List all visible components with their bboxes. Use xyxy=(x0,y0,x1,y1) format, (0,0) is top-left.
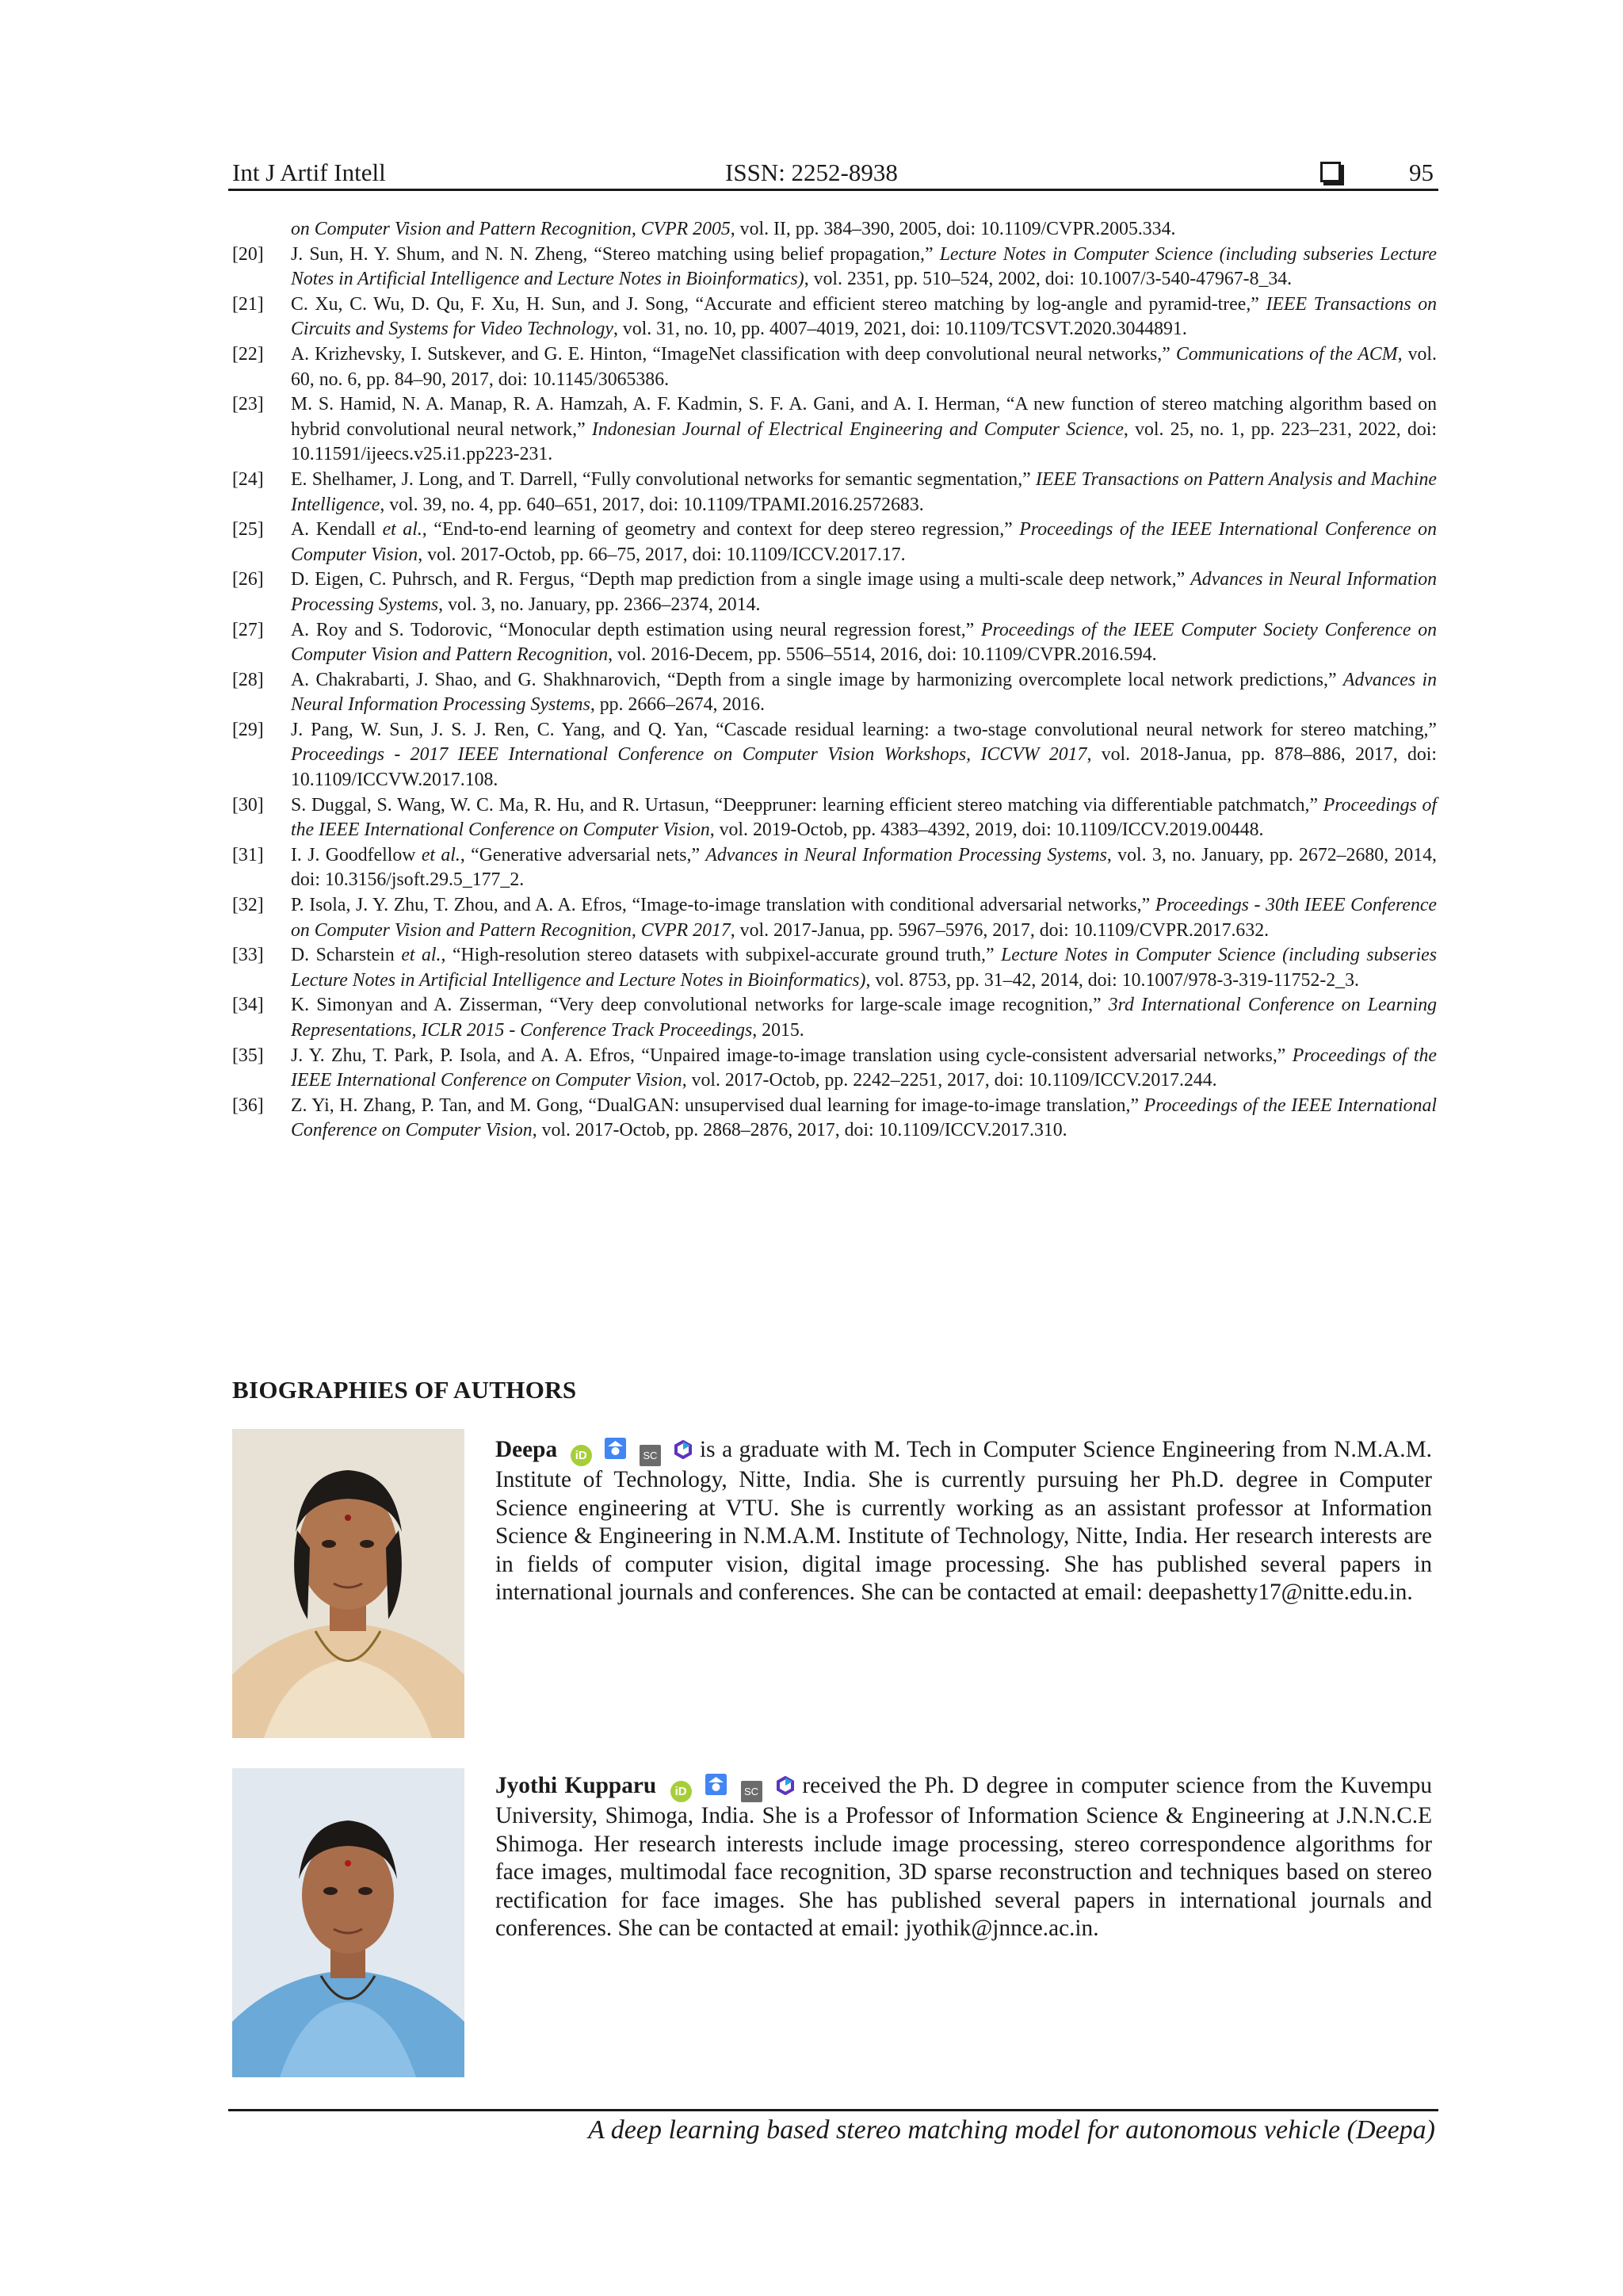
author-bio-text: is a graduate with M. Tech in Computer Science Engineering from N.M.A.M. Institute of Technology, Nitte, India. She is currently pursuing her Ph.D. degree in Computer Science engineering at VTU. She is currently working as an assistant professor at Information Science & Engineering in N.M.A.M. Institute of Technology, Nitte, India. Her research interests are in fields of computer vision, digital image processing. She has published several papers in international journals and conferences. She can be contacted at email: deepashetty17@nitte.edu.in. xyxy=(495,1437,1433,1606)
reference-text: A. Krizhevsky, I. Sutskever, and G. E. Hinton, “ImageNet classification with deep convolutional neural networks,” Communications of the ACM, vol. 60, no. 6, pp. 84–90, 2017, doi: 10.1145/3065386. xyxy=(291,343,1437,390)
scopus-icon[interactable]: SC xyxy=(741,1781,762,1802)
google-scholar-icon[interactable] xyxy=(705,1774,727,1795)
reference-list xyxy=(232,217,1437,1144)
reference-text: E. Shelhamer, J. Long, and T. Darrell, “Fully convolutional networks for semantic segmentation,” IEEE Transactions on Pattern Analysis and Machine Intelligence, vol. 39, no. 4, pp. 640–651, 2017, doi: 10.1109/TPAMI.2016.2572683. xyxy=(291,468,1437,515)
reference-item xyxy=(232,1094,1437,1144)
scopus-icon[interactable]: SC xyxy=(640,1445,661,1466)
web-of-science-icon[interactable] xyxy=(776,1775,795,1794)
reference-number: [29] xyxy=(232,719,264,740)
reference-number: [32] xyxy=(232,895,264,916)
reference-item xyxy=(232,468,1437,518)
author-bio-jyothi-kupparu xyxy=(495,1772,1432,1943)
reference-number: [20] xyxy=(232,243,264,265)
reference-text: K. Simonyan and A. Zisserman, “Very deep convolutional networks for large-scale image recognition,” 3rd International Conference on Learning Representations, ICLR 2015 - Conference Track Proceedings, 2015. xyxy=(291,995,1438,1041)
reference-text: C. Xu, C. Wu, D. Qu, F. Xu, H. Sun, and J. Song, “Accurate and efficient stereo matching by log-angle and pyramid-tree,” IEEE Transactions on Circuits and Systems for Video Technology, vol. 31, no. 10, pp. 4007–4019, 2021, doi: 10.1109/TCSVT.2020.3044891. xyxy=(291,293,1437,340)
reference-number: [31] xyxy=(232,844,264,865)
reference-item xyxy=(232,718,1437,793)
reference-text: D. Scharstein et al., “High-resolution stereo datasets with subpixel-accurate ground truth,” Lecture Notes in Computer Science (including subseries Lecture Notes in Artificial Intelligence and Lecture Notes in Bioinformatics), vol. 8753, pp. 31–42, 2014, doi: 10.1007/978-3-319-11752-2_3. xyxy=(291,945,1437,991)
reference-text: on Computer Vision and Pattern Recognition, CVPR 2005, vol. II, pp. 384–390, 2005, doi: 10.1109/CVPR.2005.334. xyxy=(291,219,1176,239)
reference-text: S. Duggal, S. Wang, W. C. Ma, R. Hu, and R. Urtasun, “Deeppruner: learning efficient stereo matching via differentiable patchmatch,” Proceedings of the IEEE International Conference on Computer Vision, vol. 2019-Octob, pp. 4383–4392, 2019, doi: 10.1109/ICCV.2019.00448. xyxy=(291,794,1437,841)
reference-item xyxy=(232,567,1437,617)
portrait-image xyxy=(232,1429,464,1738)
journal-name: Int J Artif Intell xyxy=(232,159,386,186)
reference-item xyxy=(232,243,1437,292)
reference-number: [28] xyxy=(232,669,264,690)
footer-rule xyxy=(228,2109,1438,2111)
reference-item xyxy=(232,1044,1437,1094)
page-number: 95 xyxy=(1409,159,1434,186)
reference-item xyxy=(232,342,1437,392)
reference-number: [27] xyxy=(232,619,264,640)
author-name: Jyothi Kupparu xyxy=(495,1773,657,1798)
reference-item xyxy=(232,843,1437,893)
reference-item xyxy=(232,668,1437,718)
reference-number: [34] xyxy=(232,995,264,1016)
reference-item xyxy=(232,893,1437,943)
reference-number: [24] xyxy=(232,468,264,490)
reference-item xyxy=(232,292,1437,342)
issn: ISSN: 2252-8938 xyxy=(725,159,898,186)
reference-text: I. J. Goodfellow et al., “Generative adversarial nets,” Advances in Neural Information Processing Systems, vol. 3, no. January, pp. 2672–2680, 2014, doi: 10.3156/jsoft.29.5_177_2. xyxy=(291,844,1437,891)
author-photo-deepa xyxy=(232,1429,464,1738)
reference-number: [35] xyxy=(232,1045,264,1066)
header-rule xyxy=(228,189,1438,191)
biographies-heading: BIOGRAPHIES OF AUTHORS xyxy=(232,1376,577,1404)
reference-number: [33] xyxy=(232,945,264,966)
author-bio-text: received the Ph. D degree in computer science from the Kuvempu University, Shimoga, India. She is a Professor of Information Science & Engineering at J.N.N.C.E Shimoga. Her research interests include image processing, stereo correspondence algorithms for face images, multimodal face recognition, 3D sparse reconstruction and techniques based on stereo rectification for face images. She has published several papers in international journals and conferences. She can be contacted at email: jyothik@jnnce.ac.in. xyxy=(495,1773,1433,1942)
author-name: Deepa xyxy=(495,1437,558,1462)
running-footer: A deep learning based stereo matching model for autonomous vehicle (Deepa) xyxy=(588,2115,1435,2145)
google-scholar-icon[interactable] xyxy=(605,1438,626,1459)
reference-number: [36] xyxy=(232,1095,264,1116)
running-header xyxy=(232,157,1437,189)
reference-text: J. Pang, W. Sun, J. S. J. Ren, C. Yang, and Q. Yan, “Cascade residual learning: a two-stage convolutional neural network for stereo matching,” Proceedings - 2017 IEEE International Conference on Computer Vision Workshops, ICCVW 2017, vol. 2018-Janua, pp. 878–886, 2017, doi: 10.1109/ICCVW.2017.108. xyxy=(291,719,1438,791)
reference-text: D. Eigen, C. Puhrsch, and R. Fergus, “Depth map prediction from a single image using a multi-scale deep network,” Advances in Neural Information Processing Systems, vol. 3, no. January, pp. 2366–2374, 2014. xyxy=(291,569,1437,615)
reference-number: [26] xyxy=(232,569,264,590)
reference-text: Z. Yi, H. Zhang, P. Tan, and M. Gong, “DualGAN: unsupervised dual learning for image-to-image translation,” Proceedings of the IEEE International Conference on Computer Vision, vol. 2017-Octob, pp. 2868–2876, 2017, doi: 10.1109/ICCV.2017.310. xyxy=(291,1095,1437,1141)
reference-item xyxy=(232,217,1437,243)
reference-item xyxy=(232,392,1437,468)
reference-number xyxy=(232,217,291,243)
portrait-image xyxy=(232,1768,464,2077)
reference-text: A. Kendall et al., “End-to-end learning of geometry and context for deep stereo regression,” Proceedings of the IEEE International Conference on Computer Vision, vol. 2017-Octob, pp. 66–75, 2017, doi: 10.1109/ICCV.2017.17. xyxy=(291,519,1437,565)
reference-number: [23] xyxy=(232,394,264,415)
orcid-icon[interactable]: iD xyxy=(571,1445,592,1466)
reference-item xyxy=(232,943,1437,993)
reference-number: [21] xyxy=(232,293,264,315)
checkbox-glyph-icon xyxy=(1320,162,1341,182)
reference-number: [22] xyxy=(232,343,264,365)
reference-number: [30] xyxy=(232,794,264,816)
author-photo-jyothi-kupparu xyxy=(232,1768,464,2077)
author-bio-deepa xyxy=(495,1436,1432,1607)
reference-text: P. Isola, J. Y. Zhu, T. Zhou, and A. A. Efros, “Image-to-image translation with conditional adversarial networks,” Proceedings - 30th IEEE Conference on Computer Vision and Pattern Recognition, CVPR 2017, vol. 2017-Janua, pp. 5967–5976, 2017, doi: 10.1109/CVPR.2017.632. xyxy=(291,895,1437,941)
web-of-science-icon[interactable] xyxy=(674,1438,693,1457)
reference-item xyxy=(232,993,1437,1043)
reference-text: J. Y. Zhu, T. Park, P. Isola, and A. A. Efros, “Unpaired image-to-image translation using cycle-consistent adversarial networks,” Proceedings of the IEEE International Conference on Computer Vision, vol. 2017-Octob, pp. 2242–2251, 2017, doi: 10.1109/ICCV.2017.244. xyxy=(291,1045,1437,1091)
reference-item xyxy=(232,618,1437,668)
reference-number: [25] xyxy=(232,519,264,541)
orcid-icon[interactable]: iD xyxy=(670,1781,692,1802)
reference-text: A. Chakrabarti, J. Shao, and G. Shakhnarovich, “Depth from a single image by harmonizing overcomplete local network predictions,” Advances in Neural Information Processing Systems, pp. 2666–2674, 2016. xyxy=(291,669,1437,716)
reference-item xyxy=(232,518,1437,567)
reference-text: A. Roy and S. Todorovic, “Monocular depth estimation using neural regression forest,” Proceedings of the IEEE Computer Society Conference on Computer Vision and Pattern Recognition, vol. 2016-Decem, pp. 5506–5514, 2016, doi: 10.1109/CVPR.2016.594. xyxy=(291,619,1437,666)
reference-text: J. Sun, H. Y. Shum, and N. N. Zheng, “Stereo matching using belief propagation,” Lecture Notes in Computer Science (including subseries Lecture Notes in Artificial Intelligence and Lecture Notes in Bioinformatics), vol. 2351, pp. 510–524, 2002, doi: 10.1007/3-540-47967-8_34. xyxy=(291,243,1437,290)
reference-item xyxy=(232,793,1437,843)
reference-text: M. S. Hamid, N. A. Manap, R. A. Hamzah, A. F. Kadmin, S. F. A. Gani, and A. I. Herman, “A new function of stereo matching algorithm based on hybrid convolutional neural network,” Indonesian Journal of Electrical Engineering and Computer Science, vol. 25, no. 1, pp. 223–231, 2022, doi: 10.11591/ijeecs.v25.i1.pp223-231. xyxy=(291,394,1438,465)
